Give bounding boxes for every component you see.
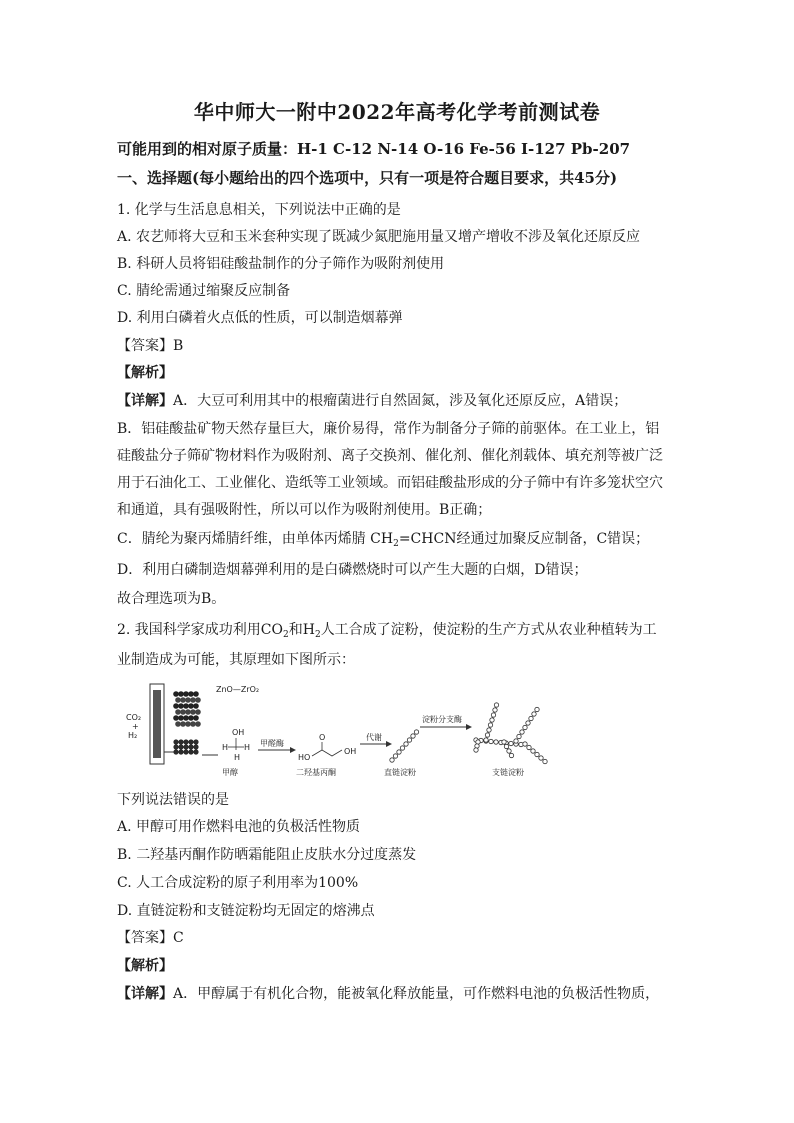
q1-option-a: A. 农艺师将大豆和玉米套种实现了既减少氮肥施用量又增产增收不涉及氧化还原反应 bbox=[117, 229, 641, 245]
catalyst-lattice bbox=[173, 691, 201, 754]
dha-skeleton bbox=[312, 750, 342, 756]
lattice-atom bbox=[193, 691, 199, 697]
lattice-atom bbox=[193, 715, 199, 721]
arrow-3-head bbox=[386, 741, 392, 747]
lattice-atom bbox=[180, 709, 186, 715]
q1-option-d: D. 利用白磷着火点低的性质，可以制造烟幕弹 bbox=[117, 310, 403, 326]
lattice-atom bbox=[193, 703, 199, 709]
atomic-mass-line: 可能用到的相对原子质量：H-1 C-12 N-14 O-16 Fe-56 I-127 Pb-207 bbox=[117, 140, 631, 158]
q1-detail-6b: =CHCN经通过加聚反应制备，C错误； bbox=[398, 531, 650, 547]
arrow-2-head bbox=[290, 747, 296, 753]
lattice-atom bbox=[183, 715, 189, 721]
dha-ho: HO bbox=[298, 753, 311, 762]
q1-detail-7: D．利用白磷制造烟幕弹利用的是白磷燃烧时可以产生大题的白烟，D错误； bbox=[117, 562, 588, 578]
lattice-atom bbox=[173, 691, 179, 697]
methanol-h1: H bbox=[222, 743, 229, 752]
q2-stem-a: 2. 我国科学家成功利用CO bbox=[117, 622, 283, 638]
glucose-unit bbox=[494, 740, 498, 744]
glucose-unit bbox=[494, 703, 498, 707]
q1-detail-3: 硅酸盐分子筛矿物材料作为吸附剂、离子交换剂、催化剂、催化剂载体、填充剂等被广泛 bbox=[117, 448, 663, 464]
q2-question: 下列说法错误的是 bbox=[117, 792, 229, 808]
section-heading: 一、选择题(每小题给出的四个选项中，只有一项是符合题目要求，共45分) bbox=[117, 169, 618, 187]
reactant-plus: + bbox=[132, 722, 139, 731]
lattice-atom bbox=[173, 715, 179, 721]
glucose-unit bbox=[539, 756, 543, 760]
q1-detail-5: 和通道，具有强吸附性，所以可以作为吸附剂使用。B正确； bbox=[117, 502, 492, 518]
dha-label: 二羟基丙酮 bbox=[296, 768, 336, 777]
glucose-unit bbox=[407, 738, 411, 742]
glucose-unit bbox=[404, 742, 408, 746]
q2-detail-1 bbox=[117, 984, 697, 1004]
glucose-unit bbox=[517, 734, 521, 738]
lattice-atom bbox=[193, 739, 198, 744]
q2-sub-2: 2 bbox=[314, 630, 321, 640]
glucose-unit bbox=[535, 752, 539, 756]
glucose-unit bbox=[504, 744, 508, 748]
lattice-atom bbox=[173, 749, 178, 754]
lattice-atom bbox=[183, 739, 188, 744]
lattice-atom bbox=[188, 715, 194, 721]
methanol-oh: OH bbox=[232, 728, 245, 737]
lattice-atom bbox=[173, 739, 178, 744]
lattice-atom bbox=[190, 721, 196, 727]
glucose-unit bbox=[502, 740, 506, 744]
q2-option-b: B. 二羟基丙酮作防晒霜能阻止皮肤水分过度蒸发 bbox=[117, 847, 417, 863]
catalyst-label: ZnO—ZrO₂ bbox=[216, 685, 260, 694]
q1-analysis-label: 【解析】 bbox=[117, 365, 173, 381]
glucose-unit bbox=[489, 739, 493, 743]
lattice-atom bbox=[188, 739, 193, 744]
glucose-unit bbox=[520, 730, 524, 734]
glucose-unit bbox=[414, 730, 418, 734]
glucose-unit bbox=[397, 750, 401, 754]
glucose-unit bbox=[543, 759, 547, 763]
lattice-atom bbox=[188, 691, 194, 697]
q2-stem-1 bbox=[117, 620, 697, 645]
lattice-atom bbox=[178, 691, 184, 697]
q2-stem-c: 人工合成了淀粉，使淀粉的生产方式从农业种植转为工 bbox=[320, 622, 657, 638]
methanol-label: 甲醇 bbox=[222, 768, 238, 777]
metabolism-label: 代谢 bbox=[366, 733, 382, 742]
reactant-h2: H₂ bbox=[128, 731, 138, 740]
glucose-unit bbox=[487, 728, 491, 732]
lattice-atom bbox=[175, 721, 181, 727]
lattice-atom bbox=[180, 721, 186, 727]
glucose-unit bbox=[529, 716, 533, 720]
lattice-atom bbox=[185, 721, 191, 727]
glucose-unit bbox=[488, 723, 492, 727]
lattice-atom bbox=[180, 697, 186, 703]
lattice-atom bbox=[195, 709, 201, 715]
glucose-unit bbox=[531, 749, 535, 753]
dha-oh: OH bbox=[344, 747, 357, 756]
glucose-unit bbox=[390, 758, 394, 762]
lattice-atom bbox=[178, 744, 183, 749]
reactor-core bbox=[153, 690, 161, 758]
q1-detail-1 bbox=[117, 391, 697, 411]
methanol-h3: H bbox=[234, 753, 241, 762]
q1-detail-4: 用于石油化工、工业催化、造纸等工业领域。而铝硅酸盐形成的分子筛中有许多笼状空穴 bbox=[117, 475, 663, 491]
q1-detail-1-text: A．大豆可利用其中的根瘤菌进行自然固氮，涉及氧化还原反应，A错误； bbox=[173, 393, 628, 409]
glucose-unit bbox=[474, 748, 478, 752]
q2-answer: 【答案】C bbox=[117, 930, 184, 946]
lattice-atom bbox=[193, 744, 198, 749]
glucose-unit bbox=[509, 741, 513, 745]
q2-detail-1-text: A．甲醇属于有机化合物，能被氧化释放能量，可作燃料电池的负极活性物质， bbox=[173, 986, 660, 1002]
reactant-co2: CO₂ bbox=[126, 713, 142, 722]
glucose-unit bbox=[411, 734, 415, 738]
glucose-unit bbox=[523, 742, 527, 746]
lattice-atom bbox=[178, 739, 183, 744]
glucose-unit bbox=[490, 718, 494, 722]
q1-detail-tag: 【详解】 bbox=[117, 393, 173, 409]
lattice-atom bbox=[175, 709, 181, 715]
glucose-unit bbox=[527, 745, 531, 749]
enzyme-2-label: 淀粉分支酶 bbox=[422, 715, 462, 724]
enzyme-1-label: 甲醛酶 bbox=[260, 739, 284, 748]
q2-option-a: A. 甲醇可用作燃料电池的负极活性物质 bbox=[117, 819, 361, 835]
glucose-unit bbox=[523, 725, 527, 729]
glucose-unit bbox=[393, 754, 397, 758]
amylopectin-structure bbox=[474, 703, 547, 764]
glucose-unit bbox=[484, 738, 488, 742]
q2-sub-1: 2 bbox=[283, 630, 289, 640]
q2-stem-b: 和H bbox=[288, 622, 315, 638]
lattice-atom bbox=[193, 749, 198, 754]
amylose-label: 直链淀粉 bbox=[384, 768, 416, 777]
q1-detail-6-sub: 2 bbox=[393, 539, 399, 549]
q2-detail-tag: 【详解】 bbox=[117, 986, 173, 1002]
lattice-atom bbox=[173, 744, 178, 749]
starch-synthesis-diagram bbox=[120, 680, 560, 780]
lattice-atom bbox=[175, 697, 181, 703]
lattice-atom bbox=[190, 697, 196, 703]
methanol-h2: H bbox=[244, 743, 251, 752]
lattice-atom bbox=[188, 744, 193, 749]
q1-option-c: C. 腈纶需通过缩聚反应制备 bbox=[117, 283, 291, 299]
q2-option-c: C. 人工合成淀粉的原子利用率为100% bbox=[117, 875, 359, 891]
q1-answer: 【答案】B bbox=[117, 338, 184, 354]
q1-detail-2: B．铝硅酸盐矿物天然存量巨大，廉价易得，常作为制备分子筛的前驱体。在工业上，铝 bbox=[117, 421, 660, 437]
amylopectin-label: 支链淀粉 bbox=[492, 768, 524, 777]
glucose-unit bbox=[526, 721, 530, 725]
lattice-atom bbox=[188, 749, 193, 754]
glucose-unit bbox=[507, 749, 511, 753]
dha-o: O bbox=[319, 733, 326, 742]
lattice-atom bbox=[183, 691, 189, 697]
glucose-unit bbox=[514, 739, 518, 743]
lattice-atom bbox=[178, 749, 183, 754]
lattice-atom bbox=[183, 703, 189, 709]
q2-analysis-label: 【解析】 bbox=[117, 958, 173, 974]
lattice-atom bbox=[190, 709, 196, 715]
lattice-atom bbox=[183, 744, 188, 749]
glucose-unit bbox=[400, 746, 404, 750]
amylose-chain bbox=[390, 730, 419, 762]
q2-option-d: D. 直链淀粉和支链淀粉均无固定的熔沸点 bbox=[117, 903, 375, 919]
glucose-unit bbox=[535, 707, 539, 711]
lattice-atom bbox=[195, 721, 201, 727]
lattice-atom bbox=[178, 715, 184, 721]
q1-detail-8: 故合理选项为B。 bbox=[117, 591, 226, 607]
lattice-atom bbox=[195, 697, 201, 703]
lattice-atom bbox=[185, 697, 191, 703]
q1-option-b: B. 科研人员将铝硅酸盐制作的分子筛作为吸附剂使用 bbox=[117, 256, 445, 272]
glucose-unit bbox=[493, 708, 497, 712]
glucose-unit bbox=[491, 713, 495, 717]
page-title: 华中师大一附中2022年高考化学考前测试卷 bbox=[193, 100, 601, 124]
q1-detail-6 bbox=[117, 529, 697, 554]
lattice-atom bbox=[178, 703, 184, 709]
q1-stem: 1. 化学与生活息息相关，下列说法中正确的是 bbox=[117, 202, 401, 218]
glucose-unit bbox=[532, 712, 536, 716]
lattice-atom bbox=[183, 749, 188, 754]
glucose-unit bbox=[485, 733, 489, 737]
q1-detail-6a: C．腈纶为聚丙烯腈纤维，由单体丙烯腈 CH bbox=[117, 531, 394, 547]
lattice-atom bbox=[173, 703, 179, 709]
lattice-atom bbox=[185, 709, 191, 715]
lattice-atom bbox=[188, 703, 194, 709]
arrow-4-head bbox=[466, 724, 472, 730]
glucose-unit bbox=[509, 753, 513, 757]
q2-stem-2: 业制造成为可能，其原理如下图所示： bbox=[117, 652, 355, 668]
